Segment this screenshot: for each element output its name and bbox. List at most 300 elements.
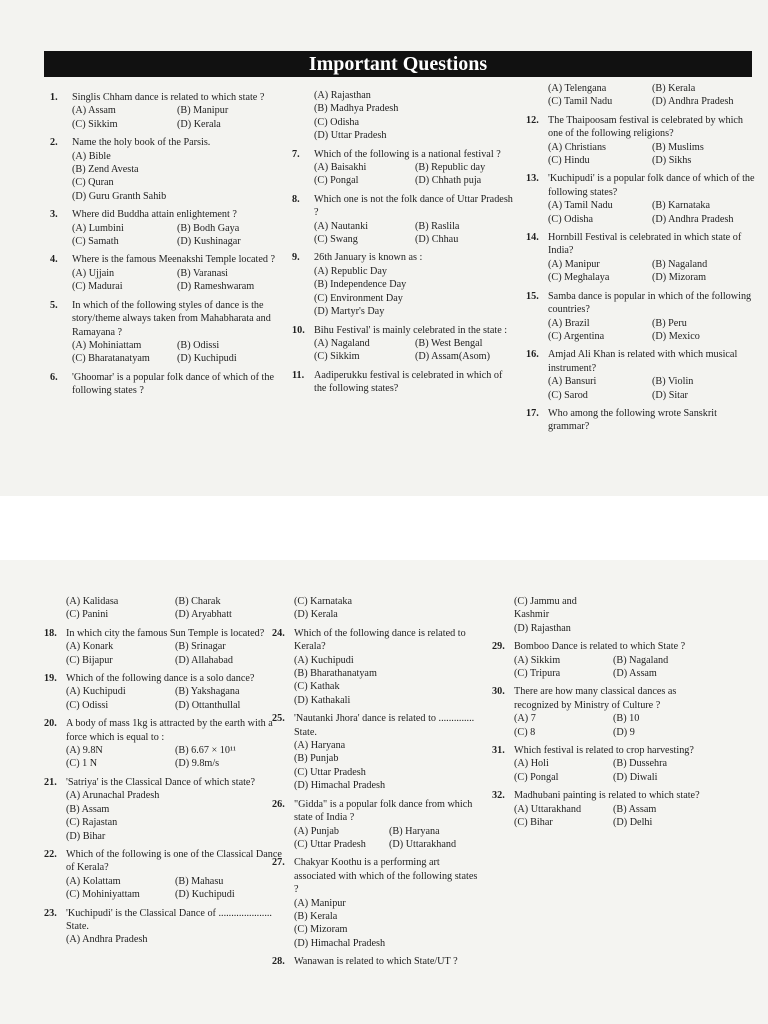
question-heading [526,172,756,199]
option-row [44,699,284,712]
option-row [526,154,756,167]
answer-option: (A) Republic Day [314,265,387,277]
option-row [292,292,516,305]
question-text: Aadiperukku festival is celebrated in which of the following states? [314,369,503,395]
answer-option: (D) Assam(Asom) [415,351,490,363]
page-title: Important Questions [44,51,752,77]
answer-option: (C) Pongal [514,771,559,783]
question-text: Which of the following dance is related to Kerala? [294,627,466,653]
question-item [292,148,516,188]
question-text: "Gidda" is a popular folk dance from which state of India ? [294,798,473,824]
question-number: 30. [492,686,505,698]
question-item [272,798,484,852]
option-row [292,220,516,233]
answer-option: (D) Kuchipudi [175,889,235,901]
question-text: Wanawan is related to which State/UT ? [294,956,458,968]
answer-option: (B) Varanasi [177,267,229,279]
option-row [44,933,284,946]
answer-option: (C) Uttar Pradesh [294,838,366,850]
question-heading [492,744,712,757]
answer-option: (A) Nagaland [314,337,370,349]
answer-option: (B) Charak [175,596,221,607]
question-item [492,744,712,784]
option-row [50,339,282,352]
question-text: Madhubani painting is related to which state? [514,790,700,802]
answer-option: (A) Kolattam [66,875,121,887]
answer-option: (A) 7 [514,713,536,725]
option-row [492,654,712,667]
answer-option: (D) Himachal Pradesh [294,780,386,792]
question-heading [272,627,484,654]
answer-option: (C) Quran [72,177,114,189]
question-item [492,595,712,635]
answer-option: (B) Zend Avesta [72,164,139,176]
answer-option: (D) Ottanthullal [175,699,241,711]
question-item [272,627,484,707]
option-row [292,278,516,291]
answer-option: (D) Rajasthan [514,622,571,634]
answer-option: (D) Himachal Pradesh [294,937,386,949]
answer-option: (C) Swang [314,234,358,246]
question-number: 28. [272,956,285,968]
question-text: A body of mass 1kg is attracted by the earth with a force which is equal to : [66,718,273,743]
option-row [44,888,284,901]
question-item [292,193,516,247]
answer-option: (A) Holi [514,758,549,770]
option-row [526,389,756,402]
question-heading [44,627,284,640]
answer-option: (C) 8 [514,726,536,738]
question-heading [44,776,284,789]
question-text: Bomboo Dance is related to which State ? [514,641,686,653]
question-heading [492,789,712,802]
answer-option: (D) Kerala [177,118,221,130]
option-row [272,838,484,851]
answer-option: (B) West Bengal [415,337,483,349]
answer-option: (C) Samath [72,236,119,248]
question-number: 20. [44,718,57,730]
option-row [526,141,756,154]
option-row [272,766,484,779]
question-item [292,89,516,143]
answer-option: (A) Nautanki [314,220,369,232]
question-heading [272,712,484,739]
question-item [526,407,756,434]
answer-option: (A) Telengana [548,83,607,94]
option-row [292,89,516,102]
answer-option: (A) Andhra Pradesh [66,934,148,946]
question-item [50,371,282,398]
question-column-1 [44,595,284,952]
question-text: Samba dance is popular in which of the following countries? [548,290,752,316]
question-number: 1. [50,92,58,103]
question-text: There are how many classical dances as recognized by Ministry of Culture ? [514,686,677,711]
question-number: 11. [292,369,305,381]
answer-option: (A) Manipur [294,897,346,909]
option-row [526,95,756,108]
question-item [526,172,756,226]
question-item [272,955,484,968]
answer-option: (C) Rajastan [66,817,118,829]
option-row [272,608,484,621]
question-heading [272,798,484,825]
answer-option: (C) Jammu and Kashmir [514,596,577,621]
answer-option: (A) Lumbini [72,222,124,234]
answer-option: (A) Konark [66,641,114,653]
answer-option: (D) Assam [613,668,657,680]
option-row [492,726,712,739]
question-number: 27. [272,857,285,869]
answer-option: (D) 9 [613,726,635,738]
option-row [526,82,756,95]
answer-option: (D) Chhau [415,234,459,246]
option-row [44,816,284,829]
option-row [50,190,282,203]
answer-option: (C) Uttar Pradesh [294,766,366,778]
question-text: Which of the following is one of the Classical Dance of Kerala? [66,848,282,874]
question-heading [50,371,282,398]
answer-option: (D) Sitar [652,389,688,401]
answer-option: (D) Mizoram [652,272,707,284]
option-row [50,150,282,163]
answer-option: (A) Manipur [548,258,600,270]
answer-option: (C) Odissi [66,699,109,711]
option-row [292,161,516,174]
answer-option: (B) Karnataka [652,200,710,212]
question-text: 'Nautanki Jhora' dance is related to .............. State. [294,713,475,738]
question-text: 'Kuchipudi' is the Classical Dance of ..................... State. [66,907,272,932]
answer-option: (A) Kuchipudi [294,654,354,666]
question-item [526,82,756,109]
question-number: 31. [492,745,505,757]
option-row [272,694,484,707]
answer-option: (A) Mohiniattam [72,339,142,351]
answer-option: (C) Sikkim [72,118,118,130]
answer-option: (D) 9.8m/s [175,758,220,770]
question-heading [292,148,516,161]
question-number: 29. [492,641,505,653]
option-row [492,622,712,635]
option-row [492,771,712,784]
question-number: 14. [526,232,539,244]
answer-option: (C) Meghalaya [548,272,610,284]
question-number: 15. [526,290,539,302]
answer-option: (B) Muslims [652,141,704,153]
question-heading [50,299,282,339]
answer-option: (B) Kerala [652,83,696,94]
answer-option: (D) Andhra Pradesh [652,213,734,225]
question-number: 6. [50,371,58,383]
option-row [272,923,484,936]
answer-option: (B) Madhya Pradesh [314,103,399,115]
question-text: Hornbill Festival is celebrated in which state of India? [548,232,742,257]
answer-option: (D) Sikhs [652,155,692,167]
question-heading [44,848,284,875]
question-item [292,251,516,318]
question-text: Chakyar Koothu is a performing art associated with which of the following states ? [294,857,478,896]
question-item [526,348,756,402]
answer-option: (A) Bible [72,150,111,162]
question-text: 'Ghoomar' is a popular folk dance of which of the following states ? [72,371,274,397]
answer-option: (A) Arunachal Pradesh [66,790,160,802]
answer-option: (C) 1 N [66,758,98,770]
question-column-3 [526,82,756,439]
question-number: 32. [492,790,505,802]
option-row [272,779,484,792]
question-number: 16. [526,349,539,361]
answer-option: (A) Haryana [294,740,346,752]
question-number: 19. [44,673,57,685]
answer-option: (D) Diwali [613,771,658,783]
question-number: 13. [526,173,539,185]
answer-option: (B) Mahasu [175,875,224,887]
option-row [292,102,516,115]
option-row [292,265,516,278]
answer-option: (B) 10 [613,713,640,725]
question-text: In which city the famous Sun Temple is located? [66,627,265,639]
question-item [492,789,712,829]
answer-option: (B) Dussehra [613,758,668,770]
option-row [526,199,756,212]
question-column-2 [272,595,484,974]
option-row [50,280,282,293]
question-heading [272,955,484,968]
answer-option: (B) Srinagar [175,641,226,653]
option-row [50,222,282,235]
option-row [44,830,284,843]
option-row [44,789,284,802]
answer-option: (A) Sikkim [514,654,561,666]
question-number: 4. [50,254,58,266]
answer-option: (A) Baisakhi [314,162,367,174]
option-row [44,875,284,888]
question-heading [492,685,712,712]
answer-option: (C) Mizoram [294,924,348,936]
question-heading [292,324,516,337]
option-row [44,608,284,621]
answer-option: (B) Nagaland [613,654,669,666]
question-column-2 [292,89,516,401]
option-row [492,803,712,816]
option-row [50,267,282,280]
answer-option: (C) Odisha [314,116,359,128]
question-number: 18. [44,627,57,639]
question-heading [292,369,516,396]
option-row [44,685,284,698]
question-heading [44,717,284,744]
question-item [526,290,756,344]
question-text: Name the holy book of the Parsis. [72,137,211,149]
question-heading [526,348,756,375]
answer-option: (B) Peru [652,317,687,329]
option-row [526,317,756,330]
question-text: The Thaipoosam festival is celebrated by which one of the following religions? [548,114,744,140]
question-text: 'Satriya' is the Classical Dance of which state? [66,776,255,788]
question-heading [526,407,756,434]
answer-option: (D) Kuchipudi [177,353,237,365]
question-text: Where is the famous Meenakshi Temple located ? [72,254,276,266]
option-row [272,910,484,923]
question-heading [44,672,284,685]
answer-option: (A) Ujjain [72,267,115,279]
answer-option: (C) Hindu [548,155,590,167]
question-heading [50,253,282,266]
question-number: 2. [50,137,58,149]
question-item [44,627,284,667]
answer-option: (B) 6.67 × 10¹¹ [175,745,237,757]
question-heading [50,208,282,221]
question-item [272,856,484,950]
option-row [272,595,484,608]
question-text: Singlis Chham dance is related to which state ? [72,92,265,103]
answer-option: (C) Mohiniyattam [66,889,140,901]
question-item [526,114,756,168]
answer-option: (D) Delhi [613,817,653,829]
question-text: Which of the following dance is a solo dance? [66,673,255,685]
question-text: Where did Buddha attain enlightement ? [72,209,237,221]
question-number: 26. [272,798,285,810]
answer-option: (B) Haryana [389,825,440,837]
answer-option: (C) Environment Day [314,292,403,304]
question-number: 8. [292,193,300,205]
answer-option: (B) Raslila [415,220,460,232]
answer-option: (A) Kalidasa [66,596,119,607]
option-row [272,667,484,680]
option-row [292,174,516,187]
question-heading [50,136,282,149]
option-row [50,163,282,176]
answer-option: (B) Punjab [294,753,339,765]
option-row [50,352,282,365]
page-one [0,0,768,496]
question-heading [272,856,484,896]
answer-option: (B) Assam [613,803,657,815]
answer-option: (D) Kerala [294,609,338,621]
question-heading [292,251,516,264]
option-row [44,757,284,770]
option-row [272,897,484,910]
option-row [292,233,516,246]
option-row [272,654,484,667]
answer-option: (A) Christians [548,141,607,153]
question-heading [526,231,756,258]
option-row [272,825,484,838]
answer-option: (D) Uttar Pradesh [314,130,387,142]
answer-option: (D) Kushinagar [177,236,241,248]
question-number: 9. [292,252,300,264]
question-item [44,717,284,771]
answer-option: (C) Panini [66,609,109,621]
answer-option: (C) Sarod [548,389,588,401]
question-item [50,208,282,248]
answer-option: (D) Uttarakhand [389,838,457,850]
question-item [44,672,284,712]
question-item [492,640,712,680]
question-item [50,253,282,293]
question-item [44,907,284,947]
answer-option: (B) Republic day [415,162,486,174]
option-row [50,104,282,117]
answer-option: (A) Tamil Nadu [548,200,613,212]
question-item [526,231,756,285]
option-row [492,757,712,770]
option-row [272,937,484,950]
option-row [292,116,516,129]
answer-option: (D) Mexico [652,330,700,342]
option-row [272,680,484,693]
question-number: 5. [50,299,58,311]
answer-option: (B) Bodh Gaya [177,222,240,234]
question-item [272,595,484,622]
answer-option: (C) Bihar [514,817,553,829]
answer-option: (D) Guru Granth Sahib [72,190,167,202]
answer-option: (D) Kathakali [294,694,351,706]
question-text: Which festival is related to crop harvesting? [514,745,694,757]
question-item [272,712,484,792]
option-row [526,330,756,343]
question-item [44,595,284,622]
option-row [44,654,284,667]
answer-option: (C) Sikkim [314,351,360,363]
question-text: 26th January is known as : [314,252,423,264]
answer-option: (A) Brazil [548,317,590,329]
question-heading [50,91,282,104]
question-text: Amjad Ali Khan is related with which musical instrument? [548,349,738,374]
question-text: Which of the following is a national festival ? [314,148,501,160]
question-number: 7. [292,148,300,160]
answer-option: (C) Bijapur [66,654,113,666]
question-item [50,136,282,203]
answer-option: (B) Odissi [177,339,220,351]
question-heading [526,114,756,141]
answer-option: (A) Assam [72,105,116,117]
question-heading [492,640,712,653]
question-number: 3. [50,209,58,221]
answer-option: (D) Chhath puja [415,175,482,187]
question-number: 25. [272,713,285,725]
answer-option: (C) Tripura [514,668,561,680]
answer-option: (A) Punjab [294,825,339,837]
answer-option: (C) Tamil Nadu [548,96,613,108]
question-item [292,369,516,396]
answer-option: (B) Violin [652,376,694,388]
option-row [492,712,712,725]
answer-option: (D) Martyr's Day [314,306,385,318]
answer-option: (C) Odisha [548,213,593,225]
question-column-1 [50,91,282,403]
question-text: In which of the following styles of dance is the story/theme always taken from Mahabharata and Ramayana ? [72,299,271,338]
option-row [44,803,284,816]
question-number: 21. [44,776,57,788]
answer-option: (C) Karnataka [294,596,352,607]
answer-option: (A) Uttarakhand [514,803,582,815]
option-row [272,739,484,752]
option-row [526,375,756,388]
question-text: Bihu Festival' is mainly celebrated in the state : [314,324,508,336]
option-row [50,235,282,248]
question-number: 10. [292,324,305,336]
question-number: 24. [272,627,285,639]
question-number: 17. [526,407,539,419]
option-row [292,129,516,142]
answer-option: (D) Rameshwaram [177,281,255,293]
answer-option: (A) Kuchipudi [66,686,126,698]
answer-option: (B) Yakshagana [175,686,240,698]
question-text: 'Kuchipudi' is a popular folk dance of which of the following states? [548,173,755,198]
answer-option: (C) Kathak [294,681,340,693]
answer-option: (D) Aryabhatt [175,609,232,621]
option-row [492,595,712,622]
